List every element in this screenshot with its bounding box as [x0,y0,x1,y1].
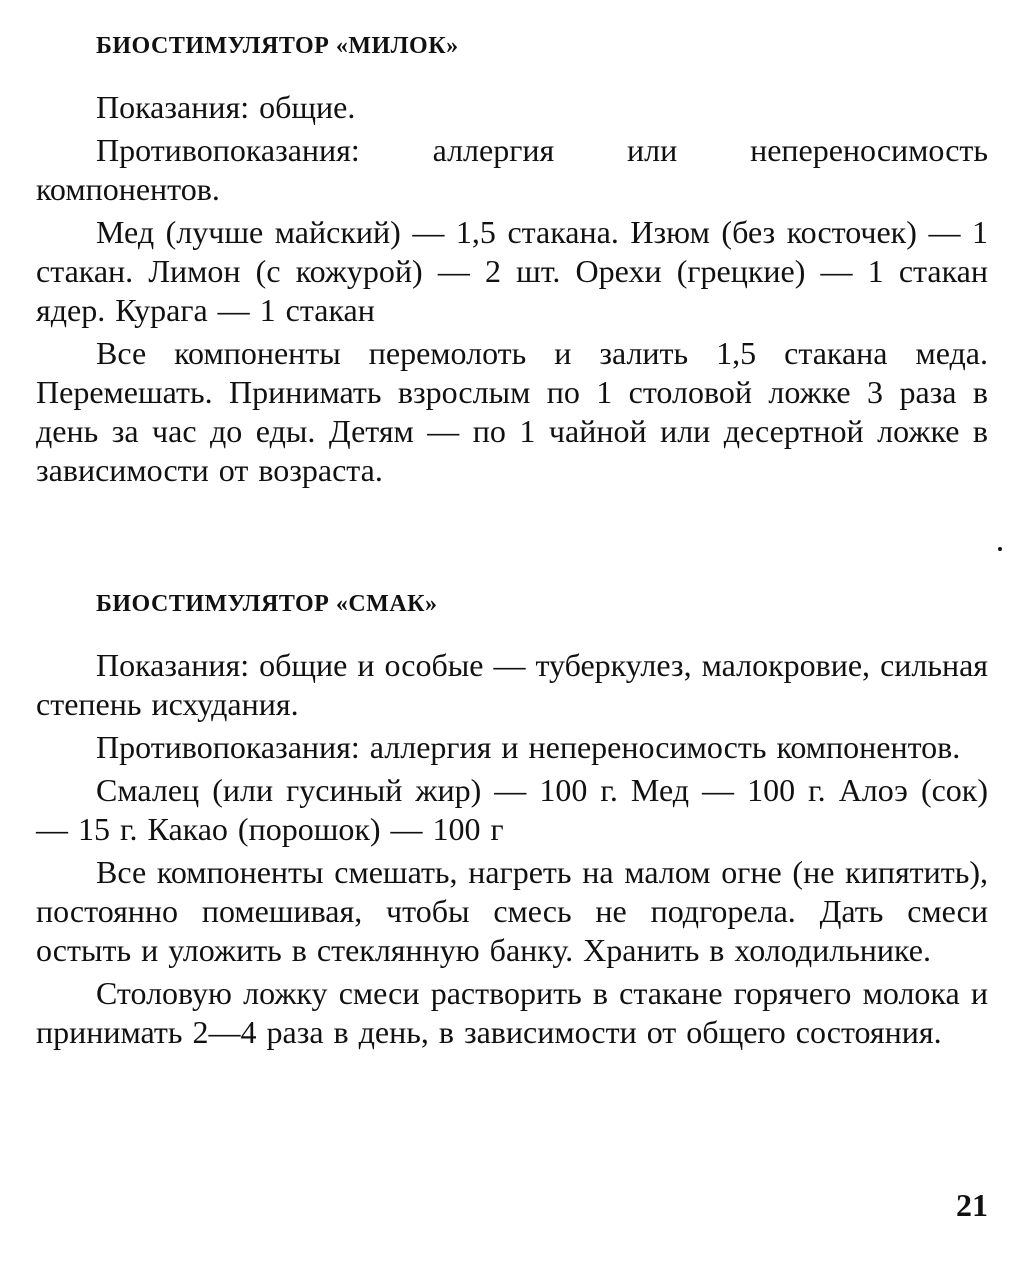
contraindications-paragraph: Противопоказания: аллергия или непереносимость компонентов. [36,132,988,207]
page-number: 21 [956,1187,988,1223]
section-title: БИОСТИМУЛЯТОР «СМАК» [96,591,438,617]
indications-paragraph: Показания: общие и особые — туберкулез, малокровие, сильная степень исхудания. [36,647,988,722]
page-content [36,26,988,1056]
section-divider [36,494,988,584]
indications-paragraph: Показания: общие. [96,89,356,125]
preparation-paragraph: Все компоненты смешать, нагреть на малом огне (не кипятить), постоянно помешивая, чтобы смесь не подгорела. Дать смеси остыть и уложить в стеклянную банку. Хранить в холодильнике. [36,854,988,968]
stray-dot [998,547,1002,551]
ingredients-paragraph: Смалец (или гусиный жир) — 100 г. Мед — 100 г. Алоэ (сок) — 15 г. Какао (порошок) — 100 г [36,772,988,847]
instructions-paragraph: Все компоненты перемолоть и залить 1,5 стакана меда. Перемешать. Принимать взрослым по 1 столовой ложке 3 раза в день за час до еды. Детям — по 1 чайной или десертной ложке в зависимости от возраста. [36,335,988,488]
section-smak [36,584,988,1052]
section-title: БИОСТИМУЛЯТОР «МИЛОК» [96,33,459,59]
section-milok [36,26,988,490]
contraindications-paragraph: Противопоказания: аллергия и непереносимость компонентов. [96,729,961,765]
dosage-paragraph: Столовую ложку смеси растворить в стакане горячего молока и принимать 2—4 раза в день, в зависимости от общего состояния. [36,975,988,1050]
ingredients-paragraph: Мед (лучше майский) — 1,5 стакана. Изюм (без косточек) — 1 стакан. Лимон (с кожурой) — 2 шт. Орехи (грецкие) — 1 стакан ядер. Курага — 1 стакан [36,214,988,328]
